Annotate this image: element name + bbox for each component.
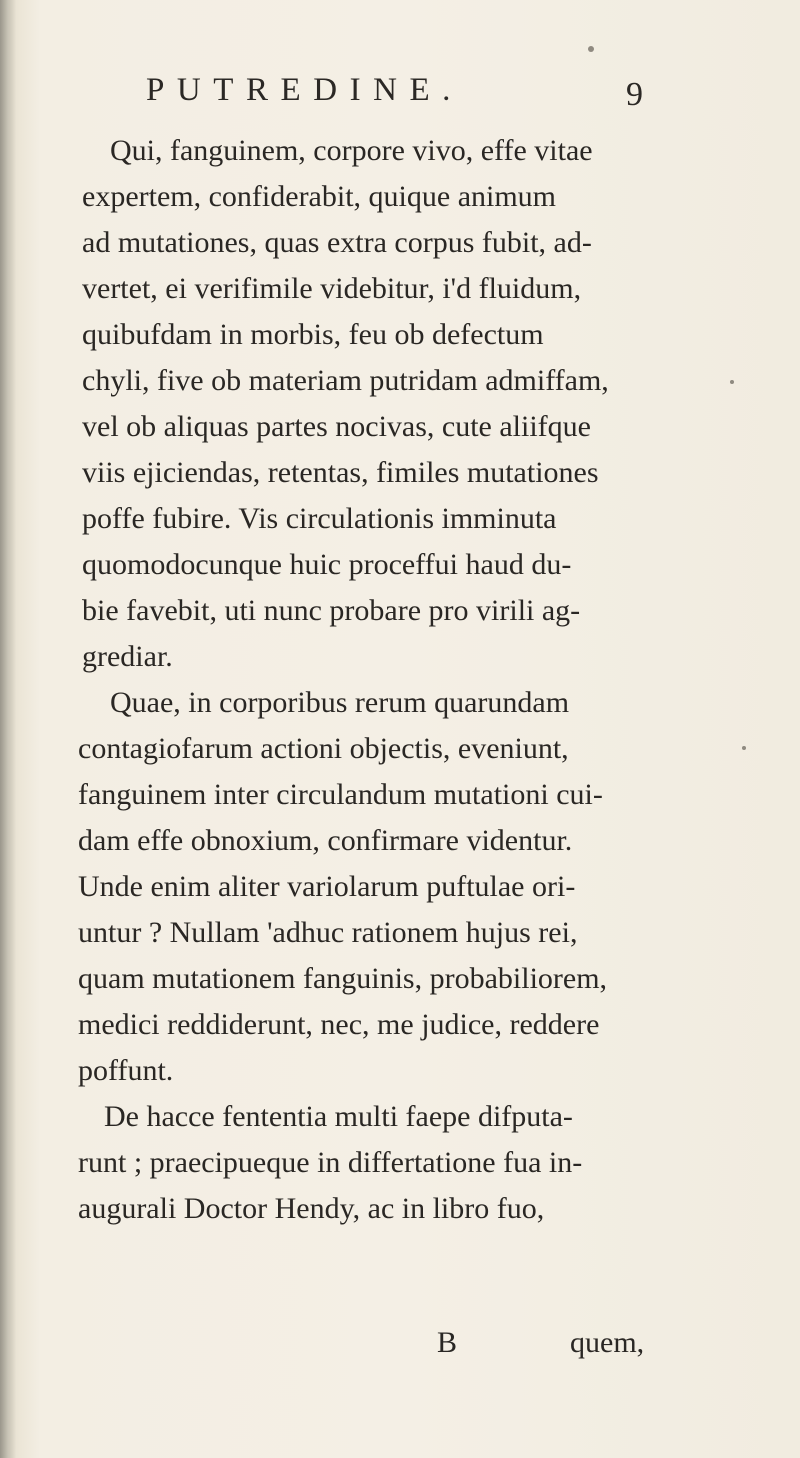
text-line: Unde enim aliter variolarum puftulae ori-	[78, 870, 576, 903]
text-line: augurali Doctor Hendy, ac in libro fuo,	[78, 1192, 545, 1225]
ink-speck	[588, 46, 594, 52]
text-line: ad mutationes, quas extra corpus fubit, ad-	[82, 226, 592, 259]
signature-mark: B	[437, 1326, 458, 1359]
text-line: vertet, ei verifimile videbitur, i'd fluidum,	[82, 272, 582, 305]
text-line: fanguinem inter circulandum mutationi cui-	[78, 778, 603, 811]
ink-speck	[742, 746, 746, 750]
text-line: quibufdam in morbis, feu ob defectum	[82, 318, 544, 351]
text-line: poffunt.	[78, 1054, 174, 1087]
text-line: poffe fubire. Vis circulationis imminuta	[82, 502, 557, 535]
text-line: quam mutationem fanguinis, probabiliorem,	[78, 962, 608, 995]
text-line: runt ; praecipueque in differtatione fua in-	[78, 1146, 583, 1179]
text-line: De hacce fententia multi faepe difputa-	[104, 1100, 573, 1133]
text-line: vel ob aliquas partes nocivas, cute aliifque	[82, 410, 591, 443]
text-line: Quae, in corporibus rerum quarundam	[110, 686, 570, 719]
text-line: medici reddiderunt, nec, me judice, reddere	[78, 1008, 600, 1041]
ink-speck	[730, 380, 734, 384]
text-line: grediar.	[82, 640, 173, 673]
footer-catchwords	[0, 1326, 800, 1366]
text-line: viis ejiciendas, retentas, fimiles mutationes	[82, 456, 599, 489]
text-line: dam effe obnoxium, confirmare videntur.	[78, 824, 573, 857]
text-line: quomodocunque huic proceffui haud du-	[82, 548, 572, 581]
text-line: untur ? Nullam 'adhuc rationem hujus rei,	[78, 916, 578, 949]
catchword: quem,	[570, 1326, 645, 1359]
text-line: expertem, confiderabit, quique animum	[82, 180, 557, 213]
text-line: contagiofarum actioni objectis, eveniunt,	[78, 732, 569, 765]
text-line: Qui, fanguinem, corpore vivo, effe vitae	[110, 134, 593, 167]
page-number: 9	[626, 76, 643, 113]
text-line: chyli, five ob materiam putridam admiffam,	[82, 364, 609, 397]
running-title: PUTREDINE.	[146, 72, 463, 108]
text-line: bie favebit, uti nunc probare pro virili ag-	[82, 594, 581, 627]
